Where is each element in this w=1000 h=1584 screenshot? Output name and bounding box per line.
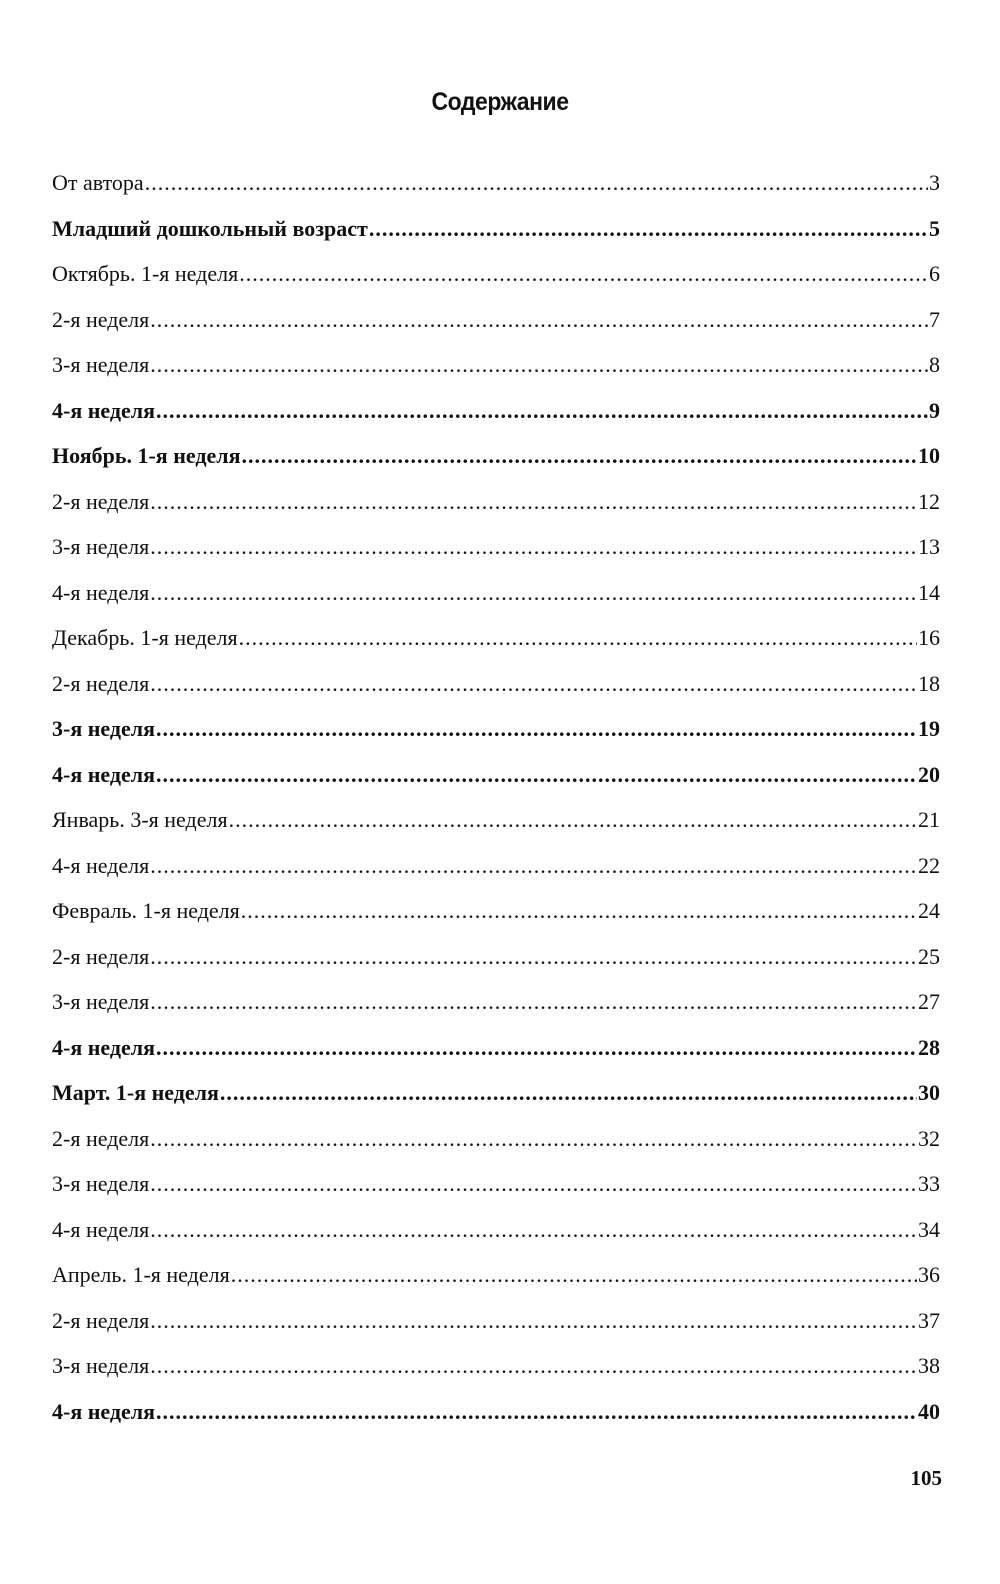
toc-dot-leader xyxy=(156,706,917,752)
toc-entry-label: 3-я неделя xyxy=(52,1353,150,1378)
toc-entry-label: Январь. 3-я неделя xyxy=(52,807,228,832)
toc-entry-label: 3-я неделя xyxy=(52,989,150,1014)
toc-dot-leader xyxy=(156,1025,917,1071)
toc-entry-page: 10 xyxy=(918,443,940,468)
toc-entry-label: 3-я неделя xyxy=(52,352,150,377)
toc-dot-leader xyxy=(150,1343,917,1389)
toc-dot-leader xyxy=(145,160,928,206)
toc-entry-page: 21 xyxy=(918,807,940,832)
toc-entry-label: 2-я неделя xyxy=(52,670,150,696)
toc-dot-leader xyxy=(220,1070,917,1116)
toc-dot-leader xyxy=(150,342,928,388)
toc-entry-page: 36 xyxy=(918,1262,940,1287)
toc-entry-label: Октябрь. 1-я неделя xyxy=(52,261,239,286)
toc-entry-label: Март. 1-я неделя xyxy=(52,1080,219,1105)
toc-entry xyxy=(52,706,940,752)
toc-entry xyxy=(52,433,940,479)
toc-entry-label: 4-я неделя xyxy=(52,761,156,787)
toc-entry xyxy=(52,160,940,206)
toc-entry-label: 3-я неделя xyxy=(52,1171,150,1196)
toc-dot-leader xyxy=(150,570,917,616)
toc-entry xyxy=(52,342,940,388)
toc-entry xyxy=(52,661,940,707)
toc-dot-leader xyxy=(369,206,928,252)
toc-entry xyxy=(52,752,940,798)
toc-entry-label: 2-я неделя xyxy=(52,943,150,969)
toc-entry-page: 27 xyxy=(918,989,940,1014)
toc-entry-page: 28 xyxy=(918,1034,940,1060)
toc-entry-label: 4-я неделя xyxy=(52,579,150,605)
toc-entry xyxy=(52,1070,940,1116)
toc-entry-page: 14 xyxy=(918,579,940,605)
toc-dot-leader xyxy=(150,661,917,707)
toc-entry-page: 20 xyxy=(918,761,940,787)
toc-entry xyxy=(52,297,940,343)
toc-entry-label: 3-я неделя xyxy=(52,534,150,559)
toc-entry-page: 24 xyxy=(918,898,940,923)
toc-dot-leader xyxy=(150,524,917,570)
toc-entry-page: 5 xyxy=(929,215,940,241)
toc-entry xyxy=(52,1025,940,1071)
toc-entry-label: Младший дошкольный возраст xyxy=(52,215,368,241)
toc-entry-page: 13 xyxy=(918,534,940,559)
toc-entry xyxy=(52,1116,940,1162)
toc-dot-leader xyxy=(150,1298,917,1344)
toc-entry-label: 4-я неделя xyxy=(52,397,156,423)
toc-entry-page: 33 xyxy=(918,1171,940,1196)
toc-entry xyxy=(52,524,940,570)
toc-entry-label: Ноябрь. 1-я неделя xyxy=(52,443,241,468)
toc-entry-label: 2-я неделя xyxy=(52,1307,150,1333)
toc-entry-label: Февраль. 1-я неделя xyxy=(52,898,240,923)
toc-entry-page: 6 xyxy=(929,261,940,286)
toc-entry-page: 22 xyxy=(918,852,940,878)
toc-dot-leader xyxy=(156,1389,917,1435)
toc-entry-label: 2-я неделя xyxy=(52,306,150,332)
toc-dot-leader xyxy=(156,752,917,798)
toc-dot-leader xyxy=(229,797,917,843)
toc-dot-leader xyxy=(150,1207,917,1253)
toc-dot-leader xyxy=(231,1252,917,1298)
toc-entry-page: 7 xyxy=(929,306,940,332)
toc-entry-label: 4-я неделя xyxy=(52,1398,156,1424)
toc-entry-page: 32 xyxy=(918,1125,940,1151)
toc-entry xyxy=(52,570,940,616)
toc-entry xyxy=(52,843,940,889)
toc-entry xyxy=(52,888,940,934)
toc-entry xyxy=(52,479,940,525)
toc-dot-leader xyxy=(239,251,928,297)
toc-entry-label: Апрель. 1-я неделя xyxy=(52,1262,230,1287)
toc-entry xyxy=(52,388,940,434)
toc-dot-leader xyxy=(156,388,928,434)
toc-entry xyxy=(52,979,940,1025)
toc-dot-leader xyxy=(150,934,917,980)
page-title: Содержание xyxy=(431,88,569,116)
toc-entry-page: 16 xyxy=(918,625,940,650)
toc-entry-page: 40 xyxy=(918,1398,940,1424)
toc-entry-page: 9 xyxy=(929,397,940,423)
toc-entry-label: От автора xyxy=(52,170,144,195)
toc-entry-label: Декабрь. 1-я неделя xyxy=(52,625,238,650)
toc-dot-leader xyxy=(150,1116,917,1162)
toc-entry-page: 8 xyxy=(929,352,940,377)
toc-entry-label: 4-я неделя xyxy=(52,852,150,878)
toc-entry-page: 3 xyxy=(929,170,940,195)
toc-entry xyxy=(52,1389,940,1435)
toc-entry-page: 18 xyxy=(918,670,940,696)
toc-dot-leader xyxy=(150,479,917,525)
toc-entry xyxy=(52,1252,940,1298)
toc-entry-label: 4-я неделя xyxy=(52,1216,150,1242)
toc-entry xyxy=(52,797,940,843)
toc-dot-leader xyxy=(241,433,917,479)
toc-entry xyxy=(52,1207,940,1253)
table-of-contents xyxy=(52,160,940,1434)
toc-entry-page: 38 xyxy=(918,1353,940,1378)
toc-entry xyxy=(52,251,940,297)
toc-entry-page: 19 xyxy=(918,716,940,741)
toc-dot-leader xyxy=(150,297,928,343)
toc-entry xyxy=(52,1343,940,1389)
toc-entry-page: 25 xyxy=(918,943,940,969)
toc-entry-page: 30 xyxy=(918,1080,940,1105)
toc-entry-label: 2-я неделя xyxy=(52,488,150,514)
toc-entry-page: 12 xyxy=(918,488,940,514)
toc-dot-leader xyxy=(241,888,917,934)
toc-entry-page: 37 xyxy=(918,1307,940,1333)
toc-dot-leader xyxy=(150,979,917,1025)
toc-dot-leader xyxy=(150,843,917,889)
toc-entry-label: 4-я неделя xyxy=(52,1034,156,1060)
toc-entry-page: 34 xyxy=(918,1216,940,1242)
toc-entry xyxy=(52,1298,940,1344)
toc-entry-label: 3-я неделя xyxy=(52,716,156,741)
toc-entry xyxy=(52,1161,940,1207)
page-number: 105 xyxy=(910,1466,942,1490)
toc-entry xyxy=(52,934,940,980)
toc-dot-leader xyxy=(150,1161,917,1207)
toc-entry xyxy=(52,615,940,661)
toc-dot-leader xyxy=(239,615,917,661)
toc-entry-label: 2-я неделя xyxy=(52,1125,150,1151)
toc-entry xyxy=(52,206,940,252)
